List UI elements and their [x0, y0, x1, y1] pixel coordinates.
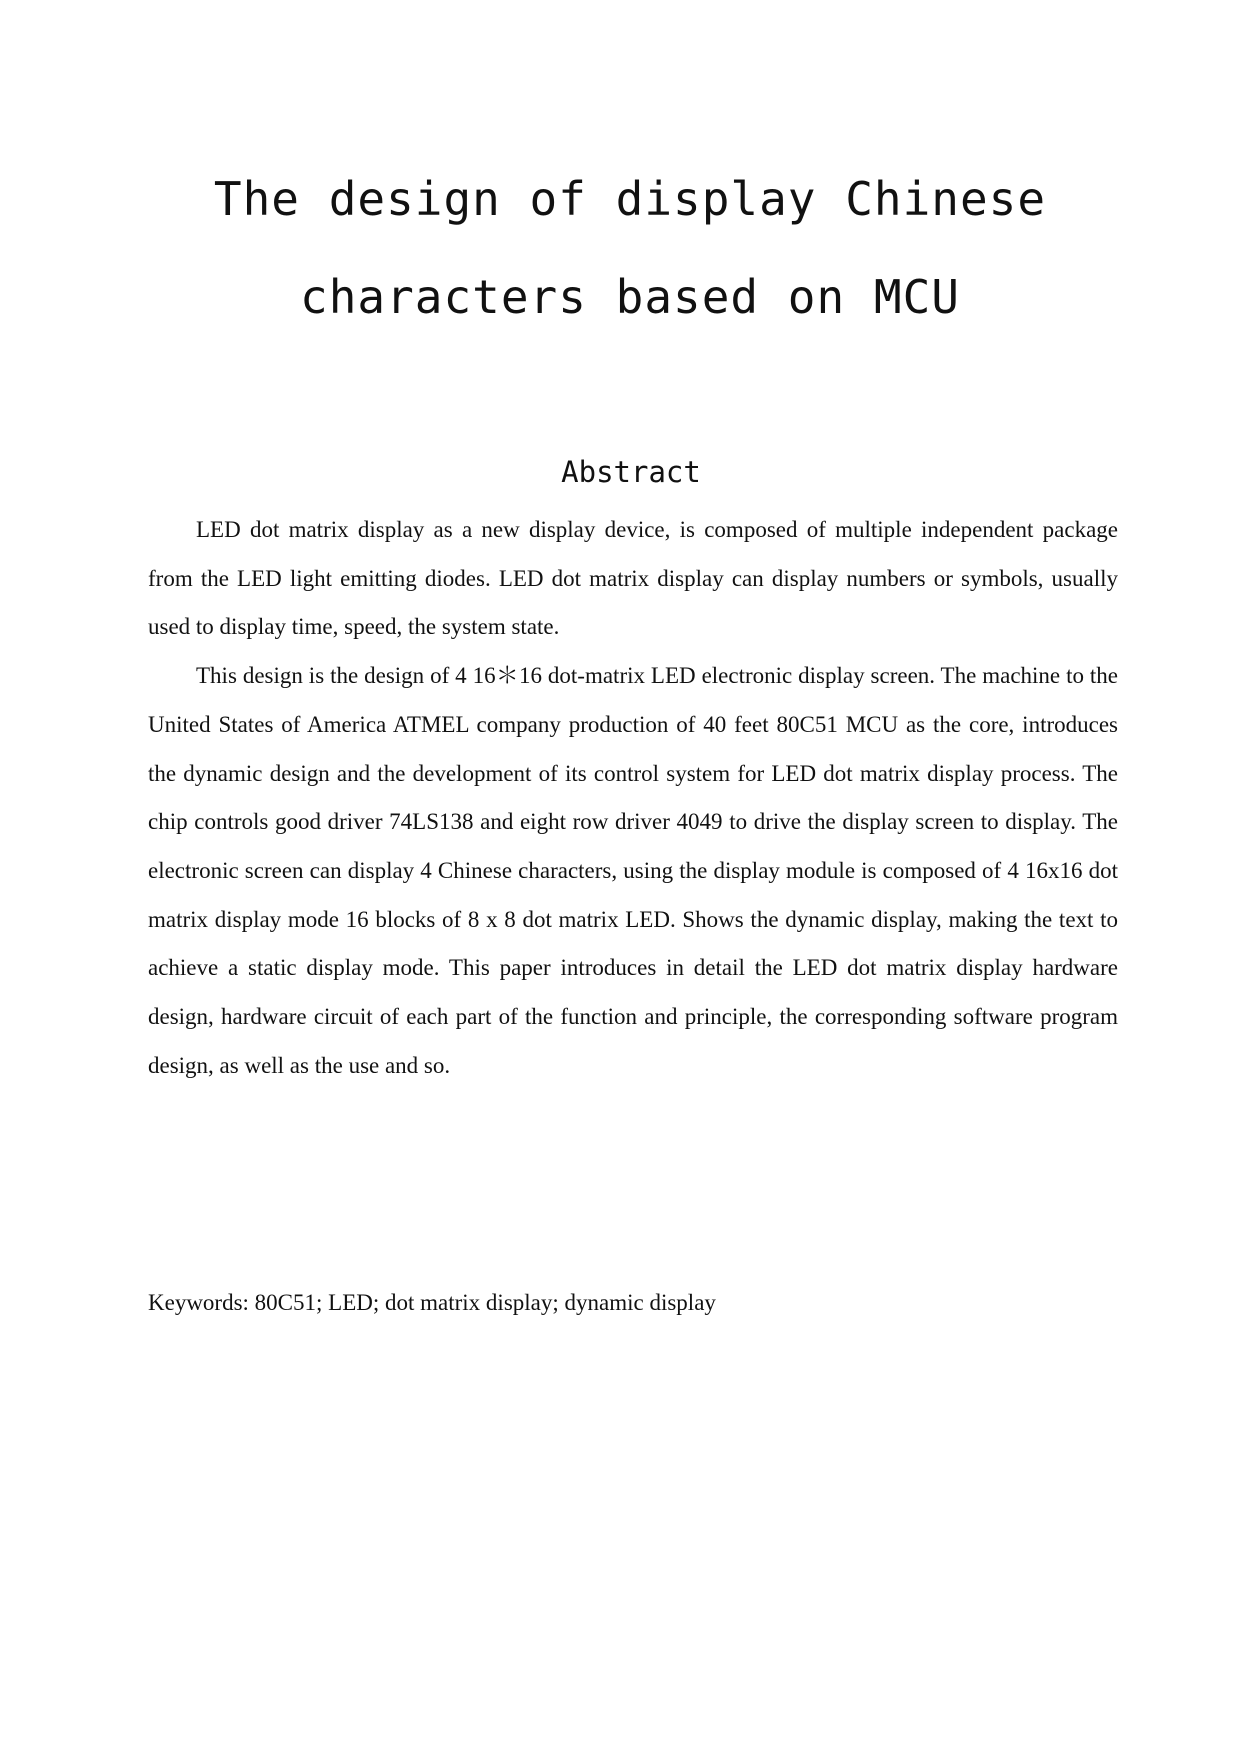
paper-title [150, 150, 1110, 346]
keywords-line: Keywords: 80C51; LED; dot matrix display; dynamic display [148, 1290, 716, 1315]
abstract-paragraph-2: This design is the design of 4 16＊16 dot-matrix LED electronic display screen. The machine to the United States of America ATMEL company production of 40 feet 80C51 MCU as the core, introduces the dynamic design and the development of its control system for LED dot matrix display process. The chip controls good driver 74LS138 and eight row driver 4049 to drive the display screen to display. The electronic screen can display 4 Chinese characters, using the display module is composed of 4 16x16 dot matrix display mode 16 blocks of 8 x 8 dot matrix LED. Shows the dynamic display, making the text to achieve a static display mode. This paper introduces in detail the LED dot matrix display hardware design, hardware circuit of each part of the function and principle, the corresponding software program design, as well as the use and so. [148, 663, 1118, 1078]
paper-title-line-1: The design of display Chinese [213, 172, 1047, 226]
paper-title-line-2: characters based on MCU [300, 270, 960, 324]
abstract-body [148, 506, 1118, 1090]
abstract-paragraph-1: LED dot matrix display as a new display device, is composed of multiple independent package from the LED light emitting diodes. LED dot matrix display can display numbers or symbols, usually used to display time, speed, the system state. [148, 517, 1118, 640]
abstract-heading: Abstract [561, 455, 701, 489]
